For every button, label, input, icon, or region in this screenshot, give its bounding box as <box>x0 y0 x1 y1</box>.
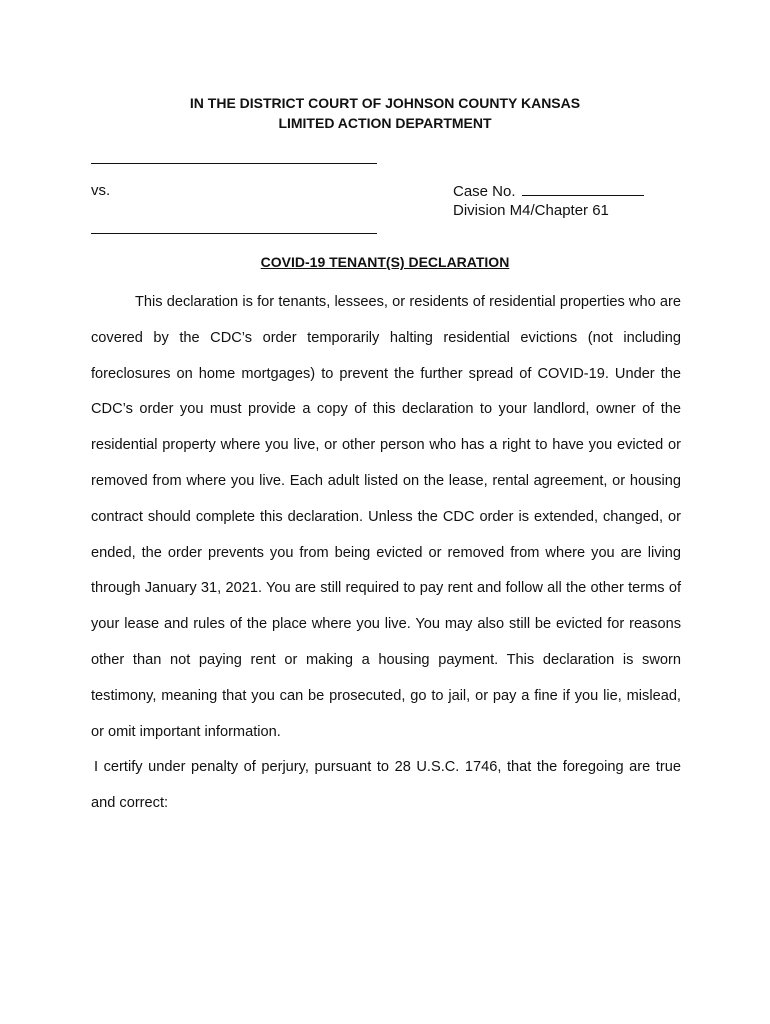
department-name: LIMITED ACTION DEPARTMENT <box>278 115 492 131</box>
division-label: Division M4/Chapter 61 <box>453 202 609 219</box>
case-number-line <box>522 182 644 196</box>
court-name: IN THE DISTRICT COURT OF JOHNSON COUNTY KANSAS <box>189 95 581 111</box>
declaration-paragraph: This declaration is for tenants, lessees, or residents of residential properties who are covered by the CDC’s order temporarily halting residential evictions (not including foreclosures on home mortgages) to prevent the further spread of COVID-19. Under the CDC’s order you must provide a copy of this declaration to your landlord, owner of the residential property where you live, or other person who has a right to have you evicted or removed from where you live. Each adult listed on the lease, rental agreement, or housing contract should complete this declaration. Unless the CDC order is extended, changed, or ended, the order prevents you from being evicted or removed from where you are living through January 31, 2021. You are still required to pay rent and follow all the other terms of your lease and rules of the place where you live. You may also still be evicted for reasons other than not paying rent or making a housing payment. This declaration is sworn testimony, meaning that you can be prosecuted, go to jail, or pay a fine if you lie, mislead, or omit important information. <box>91 294 681 740</box>
plaintiff-name-line <box>91 163 377 164</box>
defendant-name-line <box>91 233 377 234</box>
declaration-body <box>91 285 681 822</box>
declaration-title: COVID-19 TENANT(S) DECLARATION <box>260 254 510 270</box>
case-number-label: Case No. <box>453 183 516 200</box>
case-number-row <box>453 182 644 201</box>
case-info <box>453 182 644 220</box>
certification-statement: I certify under penalty of perjury, pursuant to 28 U.S.C. 1746, that the foregoing are true and correct: <box>91 759 681 812</box>
versus-label: vs. <box>91 182 111 199</box>
court-heading <box>0 93 770 133</box>
